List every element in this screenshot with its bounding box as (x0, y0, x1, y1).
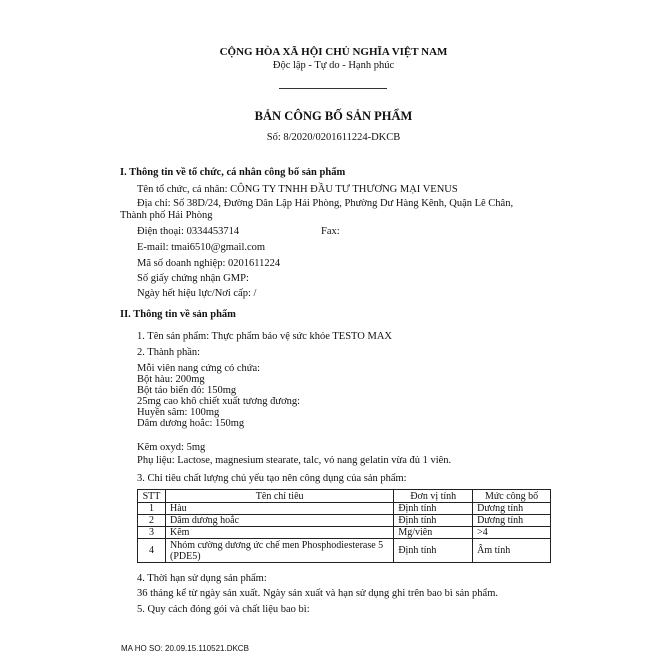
column-header-level: Mức công bố (473, 490, 551, 503)
address-line1: Địa chỉ: Số 38D/24, Đường Dân Lập Hải Phòng, Phường Dư Hàng Kênh, Quận Lê Chân, (137, 198, 514, 209)
table-cell: 3 (138, 527, 166, 539)
expiry: Ngày hết hiệu lực/Nơi cấp: / (137, 288, 257, 299)
table-row (138, 527, 551, 539)
zinc-content: Kẽm oxyd: 5mg (137, 442, 206, 453)
table-cell: Nhóm cường dương ức chế men Phosphodiesterase 5 (PDE5) (165, 539, 393, 563)
composition-line: Mỗi viên nang cứng có chứa: (137, 363, 261, 374)
column-header-indicator: Tên chỉ tiêu (165, 490, 393, 503)
table-cell: 1 (138, 503, 166, 515)
shelf-life-heading: 4. Thời hạn sử dụng sản phẩm: (137, 573, 267, 584)
composition-line: Bột táo biển đỏ: 150mg (137, 385, 237, 396)
nation-heading: CỘNG HÒA XÃ HỘI CHỦ NGHĨA VIỆT NAM (219, 46, 448, 58)
table-cell: Định tính (394, 503, 473, 515)
table-cell: >4 (473, 527, 551, 539)
phone: Điện thoại: 0334453714 (137, 226, 240, 237)
section2-heading: II. Thông tin về sản phẩm (120, 309, 236, 320)
column-header-stt: STT (138, 490, 166, 503)
table-cell: Kẽm (165, 527, 393, 539)
product-name: 1. Tên sản phẩm: Thực phẩm bảo vệ sức khỏe TESTO MAX (137, 331, 392, 342)
table-row (138, 515, 551, 527)
shelf-life: 36 tháng kể từ ngày sản xuất. Ngày sản xuất và hạn sử dụng ghi trên bao bì sản phẩm. (137, 588, 499, 599)
tax-code: Mã số doanh nghiệp: 0201611224 (137, 258, 281, 269)
email: E-mail: tmai6510@gmail.com (137, 242, 266, 253)
table-cell: Dương tính (473, 503, 551, 515)
fax: Fax: (321, 226, 340, 237)
quality-heading: 3. Chỉ tiêu chất lượng chủ yếu tạo nên công dụng của sản phẩm: (137, 473, 407, 484)
header-divider (279, 88, 387, 89)
address-line2: Thành phố Hải Phòng (120, 210, 213, 221)
table-cell: Dâm dương hoắc (165, 515, 393, 527)
table-header-row (138, 490, 551, 503)
table-row (138, 503, 551, 515)
table-cell: Hàu (165, 503, 393, 515)
table-cell: Mg/viên (394, 527, 473, 539)
table-cell: 2 (138, 515, 166, 527)
packaging-heading: 5. Quy cách đóng gói và chất liệu bao bì: (137, 604, 310, 615)
document-title: BẢN CÔNG BỐ SẢN PHẨM (254, 109, 413, 123)
composition-line: 25mg cao khô chiết xuất tương đương: (137, 396, 301, 407)
table-cell: Dương tính (473, 515, 551, 527)
table-cell: 4 (138, 539, 166, 563)
motto: Độc lập - Tự do - Hạnh phúc (272, 60, 395, 71)
table-row (138, 539, 551, 563)
org-name: Tên tổ chức, cá nhân: CÔNG TY TNHH ĐẦU TƯ THƯƠNG MẠI VENUS (137, 184, 458, 195)
document-number: Số: 8/2020/0201611224-DKCB (266, 132, 401, 143)
composition-line: Dâm dương hoắc: 150mg (137, 418, 245, 429)
table-cell: Định tính (394, 539, 473, 563)
composition-line: Bột hàu: 200mg (137, 374, 205, 385)
composition-heading: 2. Thành phần: (137, 347, 201, 358)
excipients: Phụ liệu: Lactose, magnesium stearate, talc, vỏ nang gelatin vừa đủ 1 viên. (137, 455, 452, 466)
table-cell: Định tính (394, 515, 473, 527)
section1-heading: I. Thông tin về tổ chức, cá nhân công bố sản phẩm (120, 167, 346, 178)
column-header-unit: Đơn vị tính (394, 490, 473, 503)
quality-table (137, 489, 551, 563)
composition-line: Huyền sâm: 100mg (137, 407, 220, 418)
gmp-certificate: Số giấy chứng nhận GMP: (137, 273, 249, 284)
file-reference: MA HO SO: 20.09.15.110521.DKCB (121, 644, 249, 653)
table-cell: Âm tính (473, 539, 551, 563)
